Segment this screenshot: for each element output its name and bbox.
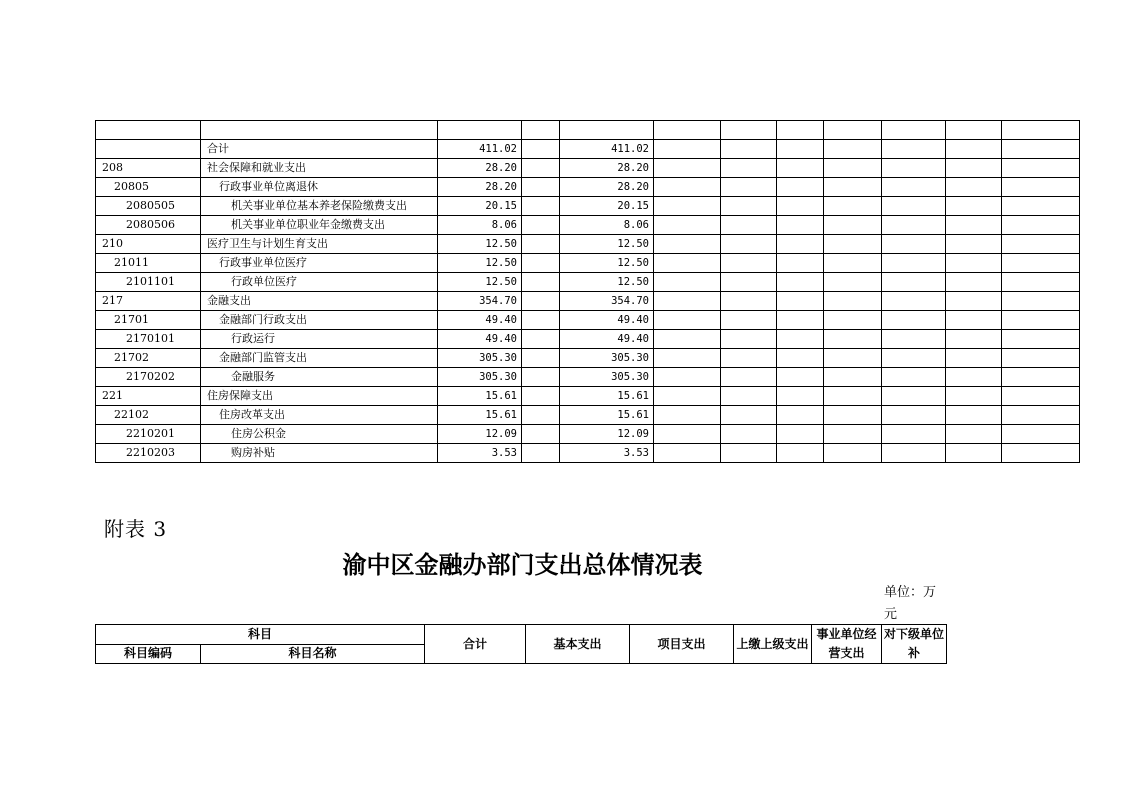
cell-empty — [654, 368, 721, 387]
cell-total: 15.61 — [438, 387, 522, 406]
cell-empty — [1002, 311, 1080, 330]
cell-empty — [946, 197, 1002, 216]
cell-name: 金融支出 — [201, 292, 438, 311]
cell-empty — [882, 197, 946, 216]
table-row — [96, 292, 1080, 311]
cell-empty — [522, 178, 560, 197]
cell-empty — [946, 178, 1002, 197]
cell-empty — [777, 140, 824, 159]
cell-total: 305.30 — [438, 349, 522, 368]
cell-total — [438, 121, 522, 140]
cell-empty — [946, 387, 1002, 406]
table-row — [96, 368, 1080, 387]
table-row — [96, 406, 1080, 425]
cell-basic: 3.53 — [560, 444, 654, 463]
cell-empty — [777, 311, 824, 330]
cell-empty — [654, 425, 721, 444]
cell-empty — [777, 444, 824, 463]
cell-empty — [777, 387, 824, 406]
cell-empty — [1002, 178, 1080, 197]
cell-empty — [1002, 330, 1080, 349]
table-row — [96, 349, 1080, 368]
cell-empty — [1002, 444, 1080, 463]
cell-empty — [824, 273, 882, 292]
cell-total: 12.09 — [438, 425, 522, 444]
cell-empty — [1002, 121, 1080, 140]
cell-empty — [654, 121, 721, 140]
cell-total: 49.40 — [438, 330, 522, 349]
expenditure-detail-table — [95, 120, 1080, 463]
cell-empty — [721, 121, 777, 140]
cell-empty — [777, 216, 824, 235]
cell-total: 12.50 — [438, 254, 522, 273]
header-basic: 基本支出 — [526, 625, 630, 664]
cell-empty — [721, 425, 777, 444]
cell-basic: 305.30 — [560, 349, 654, 368]
cell-empty — [824, 406, 882, 425]
cell-basic: 12.50 — [560, 235, 654, 254]
cell-empty — [946, 254, 1002, 273]
cell-basic: 28.20 — [560, 159, 654, 178]
cell-total: 28.20 — [438, 159, 522, 178]
cell-empty — [824, 235, 882, 254]
cell-empty — [522, 330, 560, 349]
cell-empty — [721, 349, 777, 368]
cell-empty — [777, 292, 824, 311]
cell-empty — [721, 406, 777, 425]
cell-empty — [946, 368, 1002, 387]
cell-empty — [882, 368, 946, 387]
cell-basic: 305.30 — [560, 368, 654, 387]
cell-empty — [882, 292, 946, 311]
cell-empty — [882, 387, 946, 406]
table-row — [96, 425, 1080, 444]
cell-empty — [777, 349, 824, 368]
cell-empty — [1002, 273, 1080, 292]
cell-empty — [777, 178, 824, 197]
cell-empty — [522, 368, 560, 387]
cell-code: 210 — [96, 235, 201, 254]
cell-empty — [946, 121, 1002, 140]
cell-empty — [946, 216, 1002, 235]
cell-empty — [824, 292, 882, 311]
cell-basic: 354.70 — [560, 292, 654, 311]
cell-empty — [721, 178, 777, 197]
cell-name: 合计 — [201, 140, 438, 159]
cell-empty — [522, 254, 560, 273]
cell-name: 社会保障和就业支出 — [201, 159, 438, 178]
cell-empty — [882, 425, 946, 444]
cell-empty — [882, 140, 946, 159]
cell-empty — [882, 216, 946, 235]
cell-empty — [721, 292, 777, 311]
unit-label: 单位：万元 — [884, 585, 937, 622]
cell-empty — [777, 254, 824, 273]
cell-basic: 411.02 — [560, 140, 654, 159]
cell-empty — [946, 159, 1002, 178]
cell-empty — [1002, 387, 1080, 406]
cell-basic: 15.61 — [560, 406, 654, 425]
cell-empty — [882, 121, 946, 140]
cell-empty — [522, 311, 560, 330]
cell-empty — [946, 349, 1002, 368]
cell-code: 2210203 — [96, 444, 201, 463]
cell-empty — [721, 235, 777, 254]
cell-empty — [824, 444, 882, 463]
cell-empty — [882, 159, 946, 178]
cell-empty — [824, 425, 882, 444]
cell-empty — [1002, 425, 1080, 444]
cell-empty — [1002, 349, 1080, 368]
cell-name: 机关事业单位基本养老保险缴费支出 — [201, 197, 438, 216]
cell-empty — [946, 444, 1002, 463]
cell-empty — [654, 406, 721, 425]
header-subject: 科目 — [96, 625, 425, 645]
cell-empty — [1002, 197, 1080, 216]
cell-basic: 49.40 — [560, 330, 654, 349]
cell-name — [201, 121, 438, 140]
cell-empty — [721, 216, 777, 235]
table-row — [96, 444, 1080, 463]
cell-empty — [824, 159, 882, 178]
cell-empty — [777, 330, 824, 349]
cell-total: 8.06 — [438, 216, 522, 235]
cell-total: 354.70 — [438, 292, 522, 311]
cell-empty — [1002, 216, 1080, 235]
cell-empty — [777, 159, 824, 178]
cell-empty — [721, 311, 777, 330]
table-row — [96, 235, 1080, 254]
cell-empty — [946, 406, 1002, 425]
cell-empty — [522, 349, 560, 368]
cell-empty — [654, 349, 721, 368]
cell-code: 2210201 — [96, 425, 201, 444]
cell-empty — [777, 197, 824, 216]
header-business: 事业单位经营支出 — [812, 625, 882, 664]
cell-empty — [721, 387, 777, 406]
cell-empty — [1002, 140, 1080, 159]
cell-empty — [1002, 368, 1080, 387]
header-lower: 对下级单位补 — [882, 625, 947, 664]
page-title: 渝中区金融办部门支出总体情况表 — [342, 551, 703, 579]
cell-empty — [721, 444, 777, 463]
cell-total: 49.40 — [438, 311, 522, 330]
cell-basic: 20.15 — [560, 197, 654, 216]
cell-code: 20805 — [96, 178, 201, 197]
table-row — [96, 330, 1080, 349]
cell-empty — [654, 330, 721, 349]
cell-empty — [882, 349, 946, 368]
cell-empty — [721, 140, 777, 159]
cell-code: 2080505 — [96, 197, 201, 216]
header-project: 项目支出 — [630, 625, 734, 664]
cell-basic: 28.20 — [560, 178, 654, 197]
cell-total: 411.02 — [438, 140, 522, 159]
cell-empty — [777, 368, 824, 387]
cell-empty — [946, 140, 1002, 159]
cell-basic: 8.06 — [560, 216, 654, 235]
cell-empty — [522, 235, 560, 254]
cell-empty — [522, 292, 560, 311]
cell-basic — [560, 121, 654, 140]
cell-empty — [721, 368, 777, 387]
table-row — [96, 273, 1080, 292]
cell-code: 21702 — [96, 349, 201, 368]
cell-name: 金融部门监管支出 — [201, 349, 438, 368]
cell-code: 2170101 — [96, 330, 201, 349]
cell-empty — [522, 406, 560, 425]
cell-empty — [654, 216, 721, 235]
cell-empty — [882, 178, 946, 197]
cell-empty — [777, 425, 824, 444]
cell-empty — [824, 216, 882, 235]
cell-empty — [1002, 292, 1080, 311]
cell-empty — [654, 273, 721, 292]
table-row — [96, 140, 1080, 159]
cell-empty — [946, 235, 1002, 254]
cell-empty — [721, 197, 777, 216]
cell-code: 217 — [96, 292, 201, 311]
table-row — [96, 216, 1080, 235]
cell-empty — [654, 178, 721, 197]
cell-empty — [1002, 235, 1080, 254]
header-upper: 上缴上级支出 — [734, 625, 812, 664]
cell-empty — [777, 235, 824, 254]
cell-empty — [824, 387, 882, 406]
cell-empty — [1002, 406, 1080, 425]
cell-empty — [1002, 159, 1080, 178]
cell-empty — [777, 121, 824, 140]
table-body — [96, 121, 1080, 463]
cell-empty — [522, 444, 560, 463]
cell-name: 机关事业单位职业年金缴费支出 — [201, 216, 438, 235]
cell-empty — [824, 178, 882, 197]
cell-empty — [721, 159, 777, 178]
cell-name: 住房保障支出 — [201, 387, 438, 406]
cell-name: 行政事业单位离退休 — [201, 178, 438, 197]
cell-empty — [824, 330, 882, 349]
cell-empty — [654, 197, 721, 216]
cell-empty — [882, 406, 946, 425]
cell-name: 医疗卫生与计划生育支出 — [201, 235, 438, 254]
cell-empty — [777, 273, 824, 292]
cell-code: 21011 — [96, 254, 201, 273]
cell-basic: 12.50 — [560, 273, 654, 292]
cell-total: 305.30 — [438, 368, 522, 387]
cell-name: 住房公积金 — [201, 425, 438, 444]
cell-name: 住房改革支出 — [201, 406, 438, 425]
cell-empty — [721, 273, 777, 292]
cell-empty — [777, 406, 824, 425]
cell-empty — [654, 235, 721, 254]
cell-empty — [824, 254, 882, 273]
cell-name: 购房补贴 — [201, 444, 438, 463]
cell-total: 20.15 — [438, 197, 522, 216]
table-row — [96, 254, 1080, 273]
cell-basic: 12.50 — [560, 254, 654, 273]
cell-empty — [522, 159, 560, 178]
cell-empty — [946, 330, 1002, 349]
cell-empty — [654, 254, 721, 273]
cell-empty — [946, 425, 1002, 444]
cell-empty — [882, 330, 946, 349]
cell-basic: 15.61 — [560, 387, 654, 406]
cell-empty — [654, 292, 721, 311]
cell-basic: 12.09 — [560, 425, 654, 444]
cell-code: 21701 — [96, 311, 201, 330]
cell-code — [96, 140, 201, 159]
table-row — [96, 197, 1080, 216]
cell-empty — [1002, 254, 1080, 273]
cell-empty — [654, 159, 721, 178]
cell-basic: 49.40 — [560, 311, 654, 330]
cell-empty — [946, 273, 1002, 292]
table-row — [96, 311, 1080, 330]
cell-empty — [522, 216, 560, 235]
cell-empty — [946, 292, 1002, 311]
table-row — [96, 178, 1080, 197]
cell-code: 22102 — [96, 406, 201, 425]
cell-empty — [522, 387, 560, 406]
cell-empty — [824, 349, 882, 368]
summary-header-table — [95, 624, 947, 664]
cell-empty — [654, 387, 721, 406]
cell-empty — [824, 121, 882, 140]
cell-name: 金融部门行政支出 — [201, 311, 438, 330]
cell-code: 221 — [96, 387, 201, 406]
cell-name: 金融服务 — [201, 368, 438, 387]
cell-empty — [522, 425, 560, 444]
cell-empty — [882, 273, 946, 292]
header-subject-code: 科目编码 — [96, 644, 201, 664]
table-row — [96, 121, 1080, 140]
cell-code: 208 — [96, 159, 201, 178]
cell-empty — [654, 311, 721, 330]
cell-code: 2170202 — [96, 368, 201, 387]
cell-total: 12.50 — [438, 273, 522, 292]
cell-total: 12.50 — [438, 235, 522, 254]
cell-empty — [522, 273, 560, 292]
cell-total: 28.20 — [438, 178, 522, 197]
cell-code — [96, 121, 201, 140]
table-row — [96, 387, 1080, 406]
cell-empty — [522, 197, 560, 216]
cell-empty — [882, 444, 946, 463]
cell-empty — [824, 368, 882, 387]
cell-total: 15.61 — [438, 406, 522, 425]
cell-empty — [882, 235, 946, 254]
cell-name: 行政单位医疗 — [201, 273, 438, 292]
cell-empty — [824, 140, 882, 159]
header-total: 合计 — [425, 625, 526, 664]
cell-empty — [824, 311, 882, 330]
cell-empty — [824, 197, 882, 216]
cell-code: 2101101 — [96, 273, 201, 292]
cell-empty — [721, 330, 777, 349]
cell-empty — [522, 140, 560, 159]
appendix-label: 附表 3 — [104, 517, 168, 541]
cell-empty — [882, 254, 946, 273]
cell-empty — [882, 311, 946, 330]
header-subject-name: 科目名称 — [201, 644, 425, 664]
cell-name: 行政运行 — [201, 330, 438, 349]
cell-empty — [654, 140, 721, 159]
cell-name: 行政事业单位医疗 — [201, 254, 438, 273]
cell-code: 2080506 — [96, 216, 201, 235]
cell-empty — [522, 121, 560, 140]
cell-total: 3.53 — [438, 444, 522, 463]
cell-empty — [946, 311, 1002, 330]
cell-empty — [654, 444, 721, 463]
table-row — [96, 159, 1080, 178]
cell-empty — [721, 254, 777, 273]
